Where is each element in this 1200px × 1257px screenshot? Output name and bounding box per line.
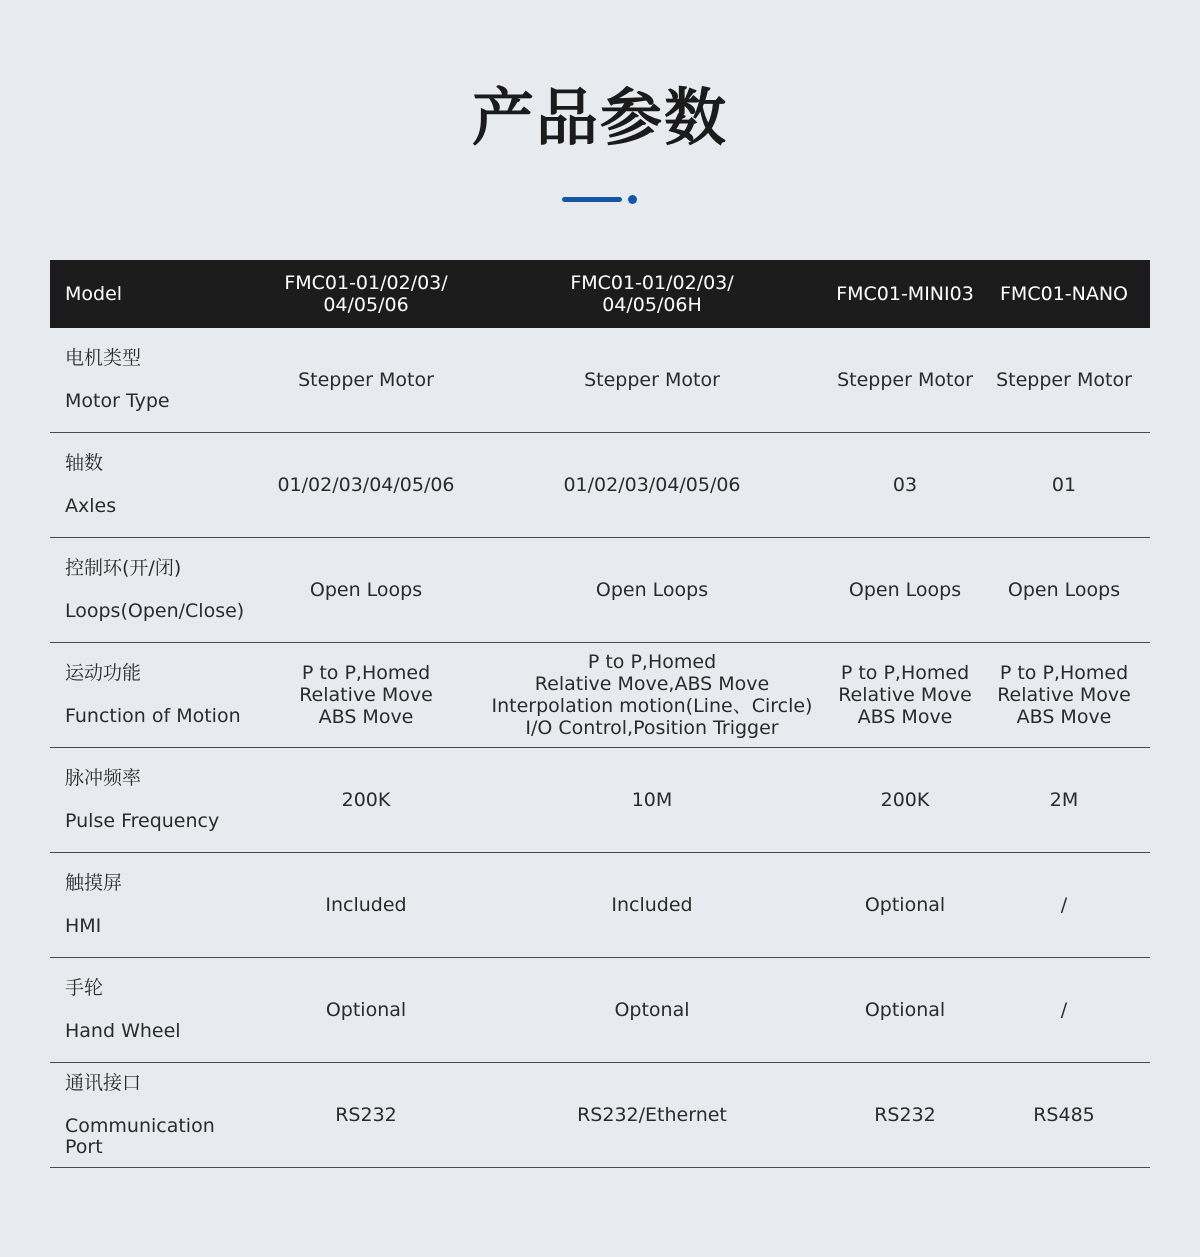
row-label-cn: 触摸屏 — [65, 872, 123, 894]
table-cell: P to P,Homed Relative Move ABS Move — [299, 662, 433, 728]
row-label — [50, 1051, 250, 1180]
table-cell: 2M — [1049, 789, 1079, 811]
table-row-hand-wheel — [50, 958, 1150, 1063]
table-cell: 01 — [1051, 474, 1077, 496]
row-label-en: Function of Motion — [65, 705, 241, 727]
row-label-en: Pulse Frequency — [65, 810, 220, 832]
spec-table — [50, 260, 1150, 1168]
row-label-en: Hand Wheel — [65, 1020, 181, 1042]
table-cell: 01/02/03/04/05/06 — [277, 474, 455, 496]
table-row-loops — [50, 538, 1150, 643]
header-model-col-4: FMC01-NANO — [1000, 283, 1128, 305]
row-label — [50, 956, 250, 1064]
table-row-pulse-frequency — [50, 748, 1150, 853]
table-cell: Stepper Motor — [584, 369, 720, 391]
row-label-cn: 通讯接口 — [65, 1071, 142, 1094]
table-cell: Stepper Motor — [298, 369, 434, 391]
table-cell: Open Loops — [848, 579, 962, 601]
row-label-en: Communication Port — [65, 1114, 215, 1158]
table-cell: RS232/Ethernet — [577, 1104, 727, 1126]
table-cell: / — [1060, 999, 1068, 1021]
table-row-hmi — [50, 853, 1150, 958]
table-cell: RS485 — [1033, 1104, 1095, 1126]
page-title: 产品参数 — [471, 81, 728, 154]
row-label-cn: 运动功能 — [65, 662, 142, 684]
row-label — [50, 851, 250, 959]
row-label-cn: 脉冲频率 — [65, 767, 142, 789]
row-label-en: Motor Type — [65, 390, 170, 412]
table-row-axles — [50, 433, 1150, 538]
header-model-label: Model — [65, 283, 123, 305]
row-label — [50, 431, 250, 539]
table-cell: P to P,Homed Relative Move ABS Move — [838, 662, 972, 728]
table-cell: Optonal — [614, 999, 690, 1021]
table-cell: Included — [325, 894, 407, 916]
table-cell: Optional — [864, 999, 946, 1021]
table-cell: Stepper Motor — [837, 369, 973, 391]
row-label-cn: 手轮 — [65, 977, 104, 999]
table-cell: RS232 — [335, 1104, 397, 1126]
table-cell: Optional — [325, 999, 407, 1021]
table-cell: / — [1060, 894, 1068, 916]
table-cell: Open Loops — [595, 579, 709, 601]
row-label — [50, 746, 250, 854]
row-label — [50, 536, 250, 644]
row-label — [50, 326, 250, 434]
table-row-function-of-motion — [50, 643, 1150, 748]
table-cell: 01/02/03/04/05/06 — [563, 474, 741, 496]
table-cell: P to P,Homed Relative Move,ABS Move Interpolation motion(Line、Circle) I/O Control,Position Trigger — [491, 651, 813, 739]
table-row-communication-port — [50, 1063, 1150, 1168]
table-cell: 200K — [341, 789, 391, 811]
table-row-motor-type — [50, 328, 1150, 433]
table-header-row — [50, 260, 1150, 328]
row-label-cn: 电机类型 — [65, 347, 142, 369]
table-cell: P to P,Homed Relative Move ABS Move — [997, 662, 1131, 728]
header-model-col-3: FMC01-MINI03 — [836, 283, 974, 305]
row-label-en: HMI — [65, 915, 102, 937]
table-cell: RS232 — [874, 1104, 936, 1126]
header-model-col-2: FMC01-01/02/03/ 04/05/06H — [570, 272, 734, 316]
title-accent-divider — [562, 195, 642, 205]
row-label-en: Axles — [65, 495, 117, 517]
header-model-col-1: FMC01-01/02/03/ 04/05/06 — [284, 272, 448, 316]
table-cell: 03 — [892, 474, 918, 496]
row-label-cn: 轴数 — [65, 452, 104, 474]
table-cell: Open Loops — [309, 579, 423, 601]
table-cell: 200K — [880, 789, 930, 811]
row-label-cn: 控制环(开/闭) — [65, 557, 182, 579]
accent-dot — [628, 195, 637, 204]
table-cell: Optional — [864, 894, 946, 916]
row-label-en: Loops(Open/Close) — [65, 600, 245, 622]
accent-bar — [562, 197, 622, 202]
table-cell: Stepper Motor — [996, 369, 1132, 391]
table-cell: 10M — [631, 789, 673, 811]
table-cell: Open Loops — [1007, 579, 1121, 601]
table-cell: Included — [611, 894, 693, 916]
row-label — [50, 641, 250, 749]
